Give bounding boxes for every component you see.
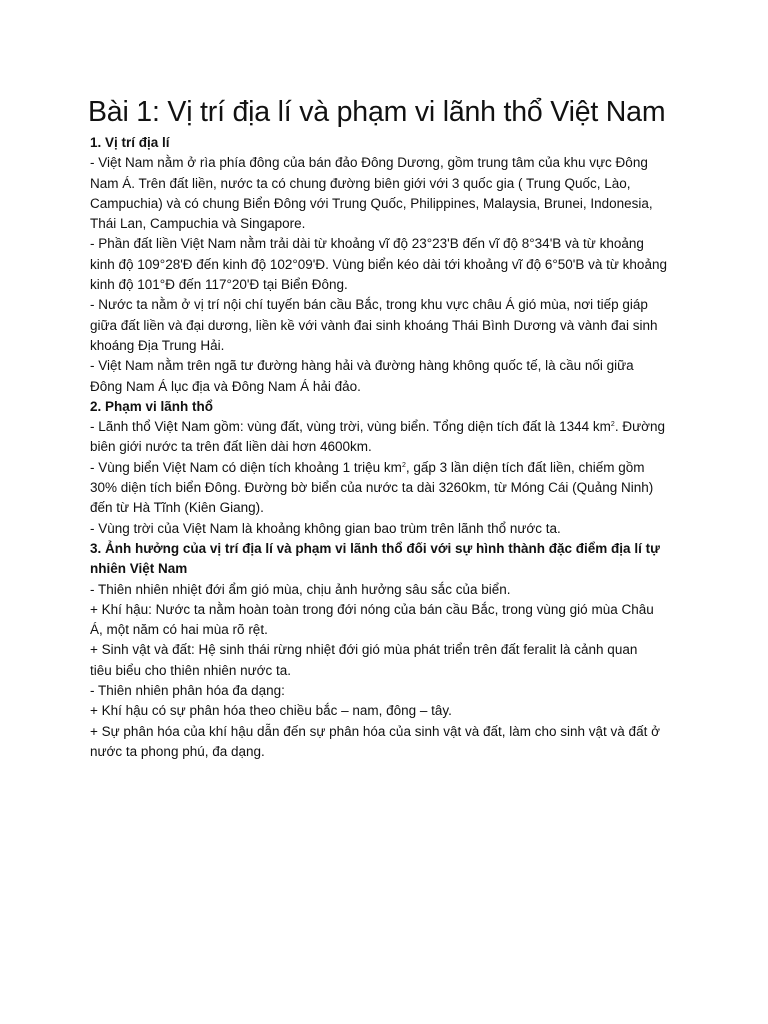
text-line: kinh độ 101°Đ đến 117°20'Đ tại Biển Đông. — [90, 277, 348, 293]
section-geographic-location — [90, 133, 686, 397]
text-line: khoáng Địa Trung Hải. — [90, 337, 225, 353]
text-line: - Thiên nhiên nhiệt đới ẩm gió mùa, chịu ảnh hưởng sâu sắc của biển. — [90, 581, 511, 597]
section-heading: 2. Phạm vi lãnh thổ — [90, 398, 214, 414]
text-line: + Khí hậu: Nước ta nằm hoàn toàn trong đới nóng của bán cầu Bắc, trong vùng gió mùa Châu — [90, 601, 654, 617]
document-title: Bài 1: Vị trí địa lí và phạm vi lãnh thổ Việt Nam — [88, 96, 666, 128]
paragraph — [90, 417, 686, 458]
text-line: + Khí hậu có sự phân hóa theo chiều bắc – nam, đông – tây. — [90, 703, 452, 719]
text-line: đến từ Hà Tĩnh (Kiên Giang). — [90, 500, 264, 516]
text-line: - Thiên nhiên phân hóa đa dạng: — [90, 683, 285, 699]
paragraph — [90, 153, 686, 234]
text-line: giữa đất liền và đại dương, liền kề với vành đai sinh khoáng Thái Bình Dương và vành đai sinh — [90, 317, 658, 333]
paragraph — [90, 681, 686, 701]
paragraph — [90, 234, 686, 295]
paragraph — [90, 458, 686, 519]
text-line: tiêu biểu cho thiên nhiên nước ta. — [90, 662, 292, 678]
text-line: + Sinh vật và đất: Hệ sinh thái rừng nhiệt đới gió mùa phát triển trên đất feralit là cảnh quan — [90, 642, 638, 658]
text-line: Á, một năm có hai mùa rõ rệt. — [90, 622, 268, 638]
section-influence — [90, 539, 686, 762]
text-run: , gấp 3 lần diện tích đất liền, chiếm gồm — [405, 459, 645, 475]
text-run: - Lãnh thổ Việt Nam gồm: vùng đất, vùng trời, vùng biển. Tổng diện tích đất là 1344 km — [90, 419, 611, 435]
paragraph — [90, 356, 686, 397]
text-line: Thái Lan, Campuchia và Singapore. — [90, 216, 306, 232]
paragraph — [90, 701, 686, 721]
text-line: - Nước ta nằm ở vị trí nội chí tuyến bán cầu Bắc, trong khu vực châu Á gió mùa, nơi tiếp giáp — [90, 297, 648, 313]
text-line: biên giới nước ta trên đất liền dài hơn 4600km. — [90, 439, 372, 455]
paragraph — [90, 580, 686, 600]
text-line: - Việt Nam nằm ở rìa phía đông của bán đảo Đông Dương, gồm trung tâm của khu vực Đông — [90, 155, 648, 171]
text-line: 30% diện tích biển Đông. Đường bờ biển của nước ta dài 3260km, từ Móng Cái (Quảng Ninh) — [90, 480, 654, 496]
text-line: - Vùng trời của Việt Nam là khoảng không gian bao trùm trên lãnh thổ nước ta. — [90, 520, 561, 536]
text-line: Đông Nam Á lục địa và Đông Nam Á hải đảo. — [90, 378, 361, 394]
heading-line: nhiên Việt Nam — [90, 561, 188, 577]
text-line: - Phần đất liền Việt Nam nằm trải dài từ khoảng vĩ độ 23°23'B đến vĩ độ 8°34'B và từ khoảng — [90, 236, 644, 252]
text-line: - Việt Nam nằm trên ngã tư đường hàng hải và đường hàng không quốc tế, là cầu nối giữa — [90, 358, 634, 374]
section-heading: 1. Vị trí địa lí — [90, 135, 170, 150]
document-page — [90, 92, 686, 762]
text-line: kinh độ 109°28'Đ đến kinh độ 102°09'Đ. Vùng biển kéo dài tới khoảng vĩ độ 6°50'B và từ khoảng — [90, 256, 667, 272]
superscript: 2 — [401, 461, 406, 469]
text-line: nước ta phong phú, đa dạng. — [90, 743, 265, 759]
text-run: . Đường — [614, 419, 665, 435]
paragraph — [90, 600, 686, 641]
text-line: Campuchia) và có chung Biển Đông với Trung Quốc, Philippines, Malaysia, Brunei, Indonesia, — [90, 195, 653, 211]
paragraph — [90, 722, 686, 763]
heading-line: 3. Ảnh hưởng của vị trí địa lí và phạm vi lãnh thổ đối với sự hình thành đặc điểm địa lí tự — [90, 540, 660, 556]
text-line: + Sự phân hóa của khí hậu dẫn đến sự phân hóa của sinh vật và đất, làm cho sinh vật và đất ở — [90, 723, 660, 739]
text-line: Nam Á. Trên đất liền, nước ta có chung đường biên giới với 3 quốc gia ( Trung Quốc, Lào, — [90, 175, 631, 191]
text-line — [90, 417, 686, 437]
text-run: - Vùng biển Việt Nam có diện tích khoảng 1 triệu km — [90, 459, 402, 475]
paragraph — [90, 295, 686, 356]
section-heading — [90, 539, 686, 580]
paragraph — [90, 640, 686, 681]
paragraph — [90, 519, 686, 539]
section-territory-scope — [90, 397, 686, 539]
text-line — [90, 458, 686, 478]
superscript: 2 — [610, 421, 615, 429]
